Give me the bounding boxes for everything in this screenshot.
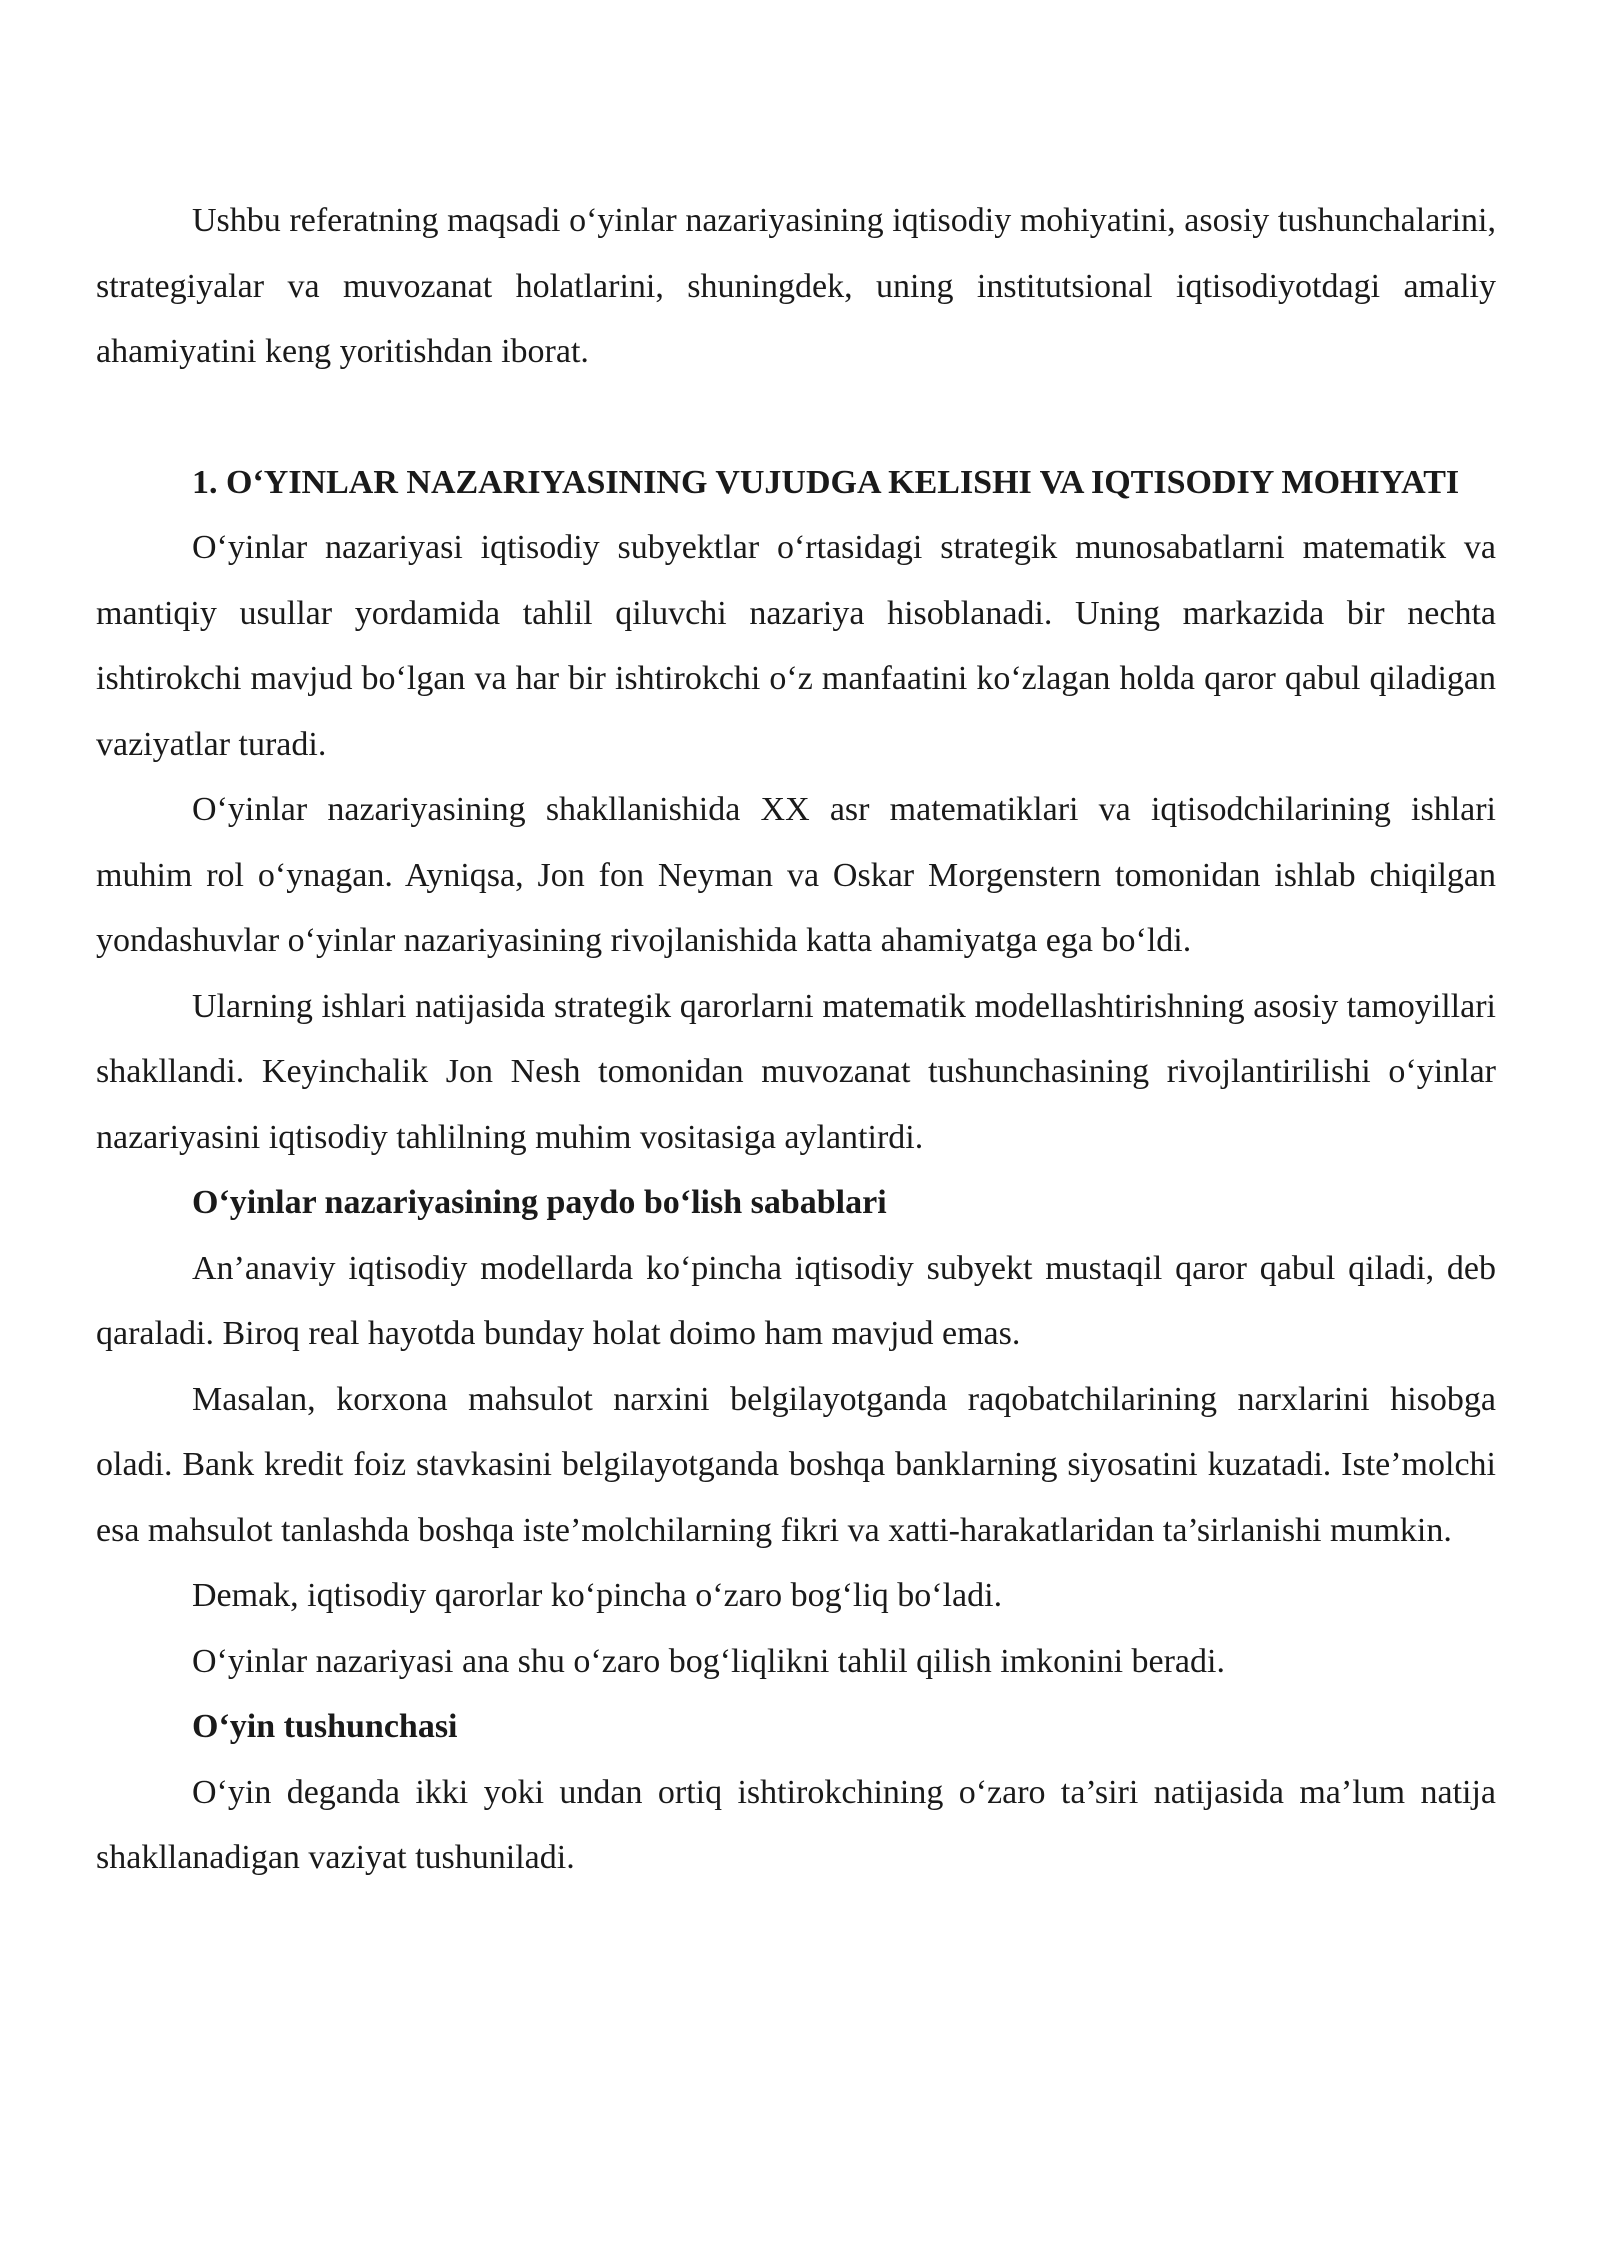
document-page (96, 188, 1496, 1891)
body-paragraph: O‘yinlar nazariyasi ana shu o‘zaro bog‘liqlikni tahlil qilish imkonini beradi. (192, 1642, 1225, 1680)
intro-paragraph: Ushbu referatning maqsadi o‘yinlar nazariyasining iqtisodiy mohiyatini, asosiy tushunchalarini, strategiyalar va muvozanat holatlarini, shuningdek, uning institutsional iqtisodiyotdagi amaliy ahamiyatini keng yoritishdan iborat. (96, 202, 1496, 370)
body-paragraph: O‘yinlar nazariyasining shakllanishida XX asr matematiklari va iqtisodchilarining ishlari muhim rol o‘ynagan. Ayniqsa, Jon fon Neyman va Oskar Morgenstern tomonidan ishlab chiqilgan yondashuvlar o‘yinlar nazariyasining rivojlanishida katta ahamiyatga ega bo‘ldi. (96, 791, 1496, 959)
subsection-heading: O‘yinlar nazariyasining paydo bo‘lish sabablari (192, 1184, 887, 1221)
subsection-heading: O‘yin tushunchasi (192, 1708, 458, 1745)
body-paragraph: O‘yinlar nazariyasi iqtisodiy subyektlar o‘rtasidagi strategik munosabatlarni matematik va mantiqiy usullar yordamida tahlil qiluvchi nazariya hisoblanadi. Uning markazida bir nechta ishtirokchi mavjud bo‘lgan va har bir ishtirokchi o‘z manfaatini ko‘zlagan holda qaror qabul qiladigan vaziyatlar turadi. (96, 529, 1496, 763)
body-paragraph: O‘yin deganda ikki yoki undan ortiq ishtirokchining o‘zaro ta’siri natijasida ma’lum natija shakllanadigan vaziyat tushuniladi. (96, 1773, 1496, 1876)
body-paragraph: Ularning ishlari natijasida strategik qarorlarni matematik modellashtirishning asosiy tamoyillari shakllandi. Keyinchalik Jon Nesh tomonidan muvozanat tushunchasining rivojlantirilishi o‘yinlar nazariyasini iqtisodiy tahlilning muhim vositasiga aylantirdi. (96, 987, 1496, 1156)
section-heading: 1. O‘YINLAR NAZARIYASINING VUJUDGA KELISHI VA IQTISODIY MOHIYATI (192, 463, 1460, 501)
body-paragraph: Demak, iqtisodiy qarorlar ko‘pincha o‘zaro bog‘liq bo‘ladi. (192, 1577, 1003, 1614)
body-paragraph: An’anaviy iqtisodiy modellarda ko‘pincha iqtisodiy subyekt mustaqil qaror qabul qiladi, deb qaraladi. Biroq real hayotda bunday holat doimo ham mavjud emas. (96, 1249, 1496, 1352)
body-paragraph: Masalan, korxona mahsulot narxini belgilayotganda raqobatchilarining narxlarini hisobga oladi. Bank kredit foiz stavkasini belgilayotganda boshqa banklarning siyosatini kuzatadi. Iste’molchi esa mahsulot tanlashda boshqa iste’molchilarning fikri va xatti-harakatlaridan ta’sirlanishi mumkin. (96, 1380, 1496, 1549)
